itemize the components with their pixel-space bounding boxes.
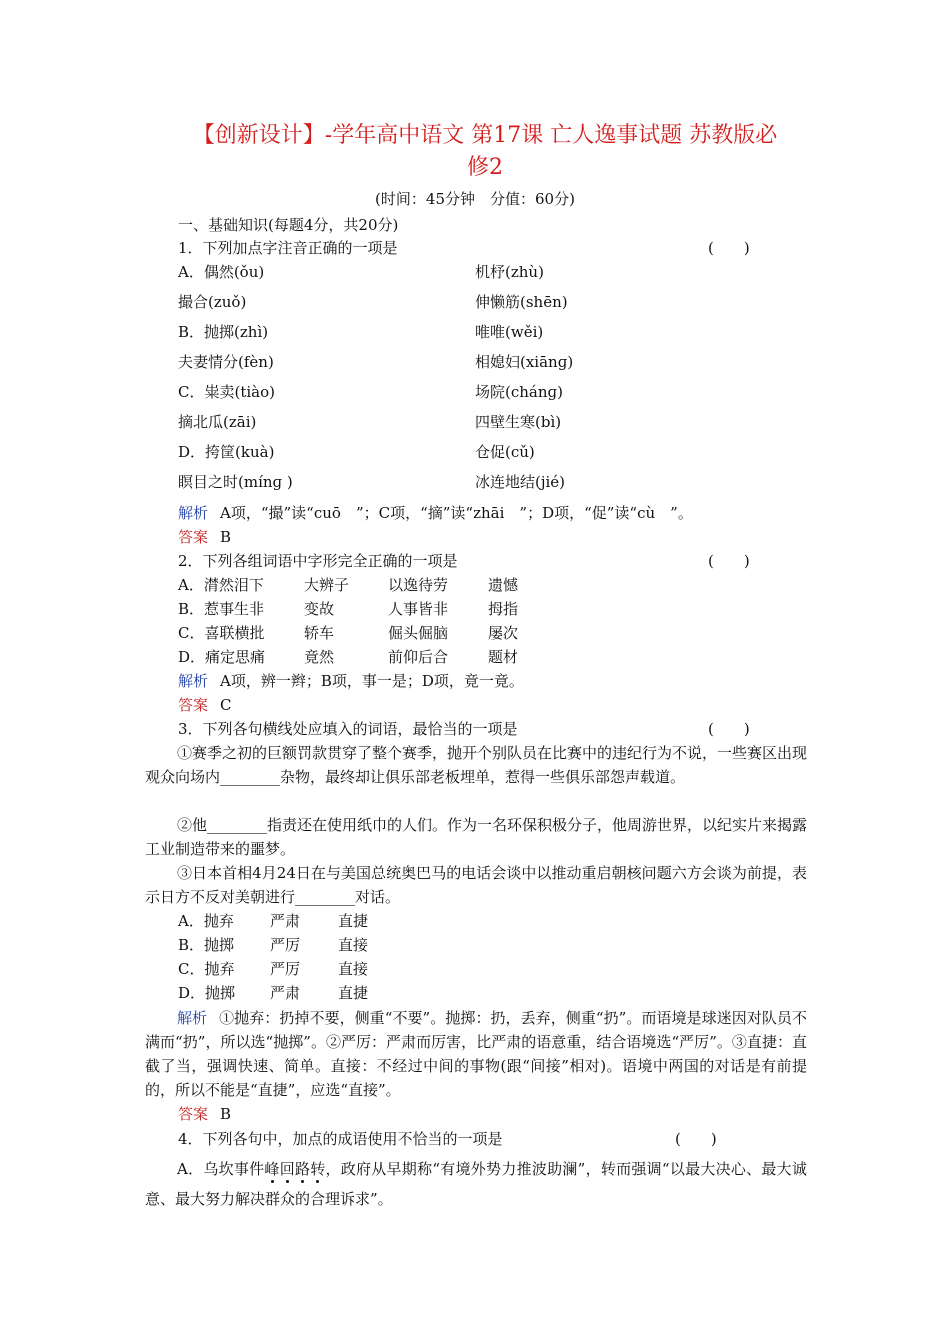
q2-word: D．痛定思痛: [178, 648, 266, 666]
q1-option-cell: D．挎筐(kuà): [178, 443, 275, 461]
q2-word: 屡次: [488, 624, 519, 642]
q3-word: 直接: [338, 960, 369, 978]
q1-analysis: [178, 502, 693, 524]
q2-word: B．惹事生非: [178, 600, 265, 618]
answer-value: B: [220, 1105, 232, 1123]
q2-word: 遗憾: [488, 576, 519, 594]
q2-option-row: [178, 598, 518, 620]
q1-option-cell: B．抛掷(zhì): [178, 323, 269, 341]
q2-word: 倔头倔脑: [388, 624, 449, 642]
q3-option-row: [178, 910, 368, 932]
q1-option-cell: 仓促(cǔ): [475, 443, 535, 461]
q3-answer: [178, 1103, 231, 1125]
q3-option-row: [178, 958, 368, 980]
q2-word: 变故: [304, 600, 335, 618]
q3-analysis: [145, 1006, 807, 1102]
q1-option-cell: 伸懒筋(shēn): [475, 293, 568, 311]
q1-option-cell: 摘北瓜(zāi): [178, 413, 257, 431]
q3-sentence-2: ②他________指责还在使用纸巾的人们。作为一名环保积极分子，他周游世界，以纪实片来揭露工业制造带来的噩梦。: [145, 816, 808, 858]
analysis-text: ①抛弃：扔掉不要，侧重“不要”。抛掷：扔，丢弃，侧重“扔”。而语境是球迷因对队员不满而“扔”，所以选“抛掷”。②严厉：严肃而厉害，比严肃的语意重，结合语境选“严厉”。③直捷：直截了当，强调快速、简单。直接：不经过中间的事物(跟“间接”相对)。语境中两国的对话是有前提的，所以不能是“直捷”，应选“直接”。: [145, 1009, 807, 1099]
question-4-stem: 4．下列各句中，加点的成语使用不恰当的一项是: [178, 1130, 503, 1148]
q2-analysis: [178, 670, 524, 692]
answer-value: B: [220, 528, 232, 546]
answer-blank: ( ): [708, 720, 750, 738]
q2-word: A．潸然泪下: [178, 576, 264, 594]
q4-option-a: [145, 1154, 807, 1214]
q2-word: 竟然: [304, 648, 335, 666]
section-heading: 一、基础知识(每题4分，共20分): [178, 216, 399, 234]
dotted-char: 峰: [264, 1160, 280, 1178]
q3-option-row: [178, 982, 368, 1004]
answer-blank: ( ): [708, 552, 750, 570]
q3-word: D．抛掷: [178, 984, 236, 1002]
answer-value: C: [220, 696, 232, 714]
q1-option-cell: 场院(chánɡ): [475, 383, 563, 401]
q2-word: 拇指: [488, 600, 519, 618]
analysis-text: A项，“撮”读“cuō ”；C项，“摘”读“zhāi ”；D项，“促”读“cù ”。: [220, 504, 693, 522]
q1-option-cell: 四壁生寒(bì): [475, 413, 562, 431]
exam-meta: (时间：45分钟 分值：60分): [375, 190, 575, 208]
q3-word: A．抛弃: [178, 912, 234, 930]
page-title-continued: 修2: [467, 155, 503, 180]
q3-word: 严肃: [270, 912, 301, 930]
answer-label: 答案: [178, 528, 209, 546]
q1-option-cell: 瞑目之时(mínɡ ): [178, 473, 293, 491]
dotted-idiom: [264, 1160, 325, 1178]
question-2-stem: 2．下列各组词语中字形完全正确的一项是: [178, 552, 458, 570]
q1-option-cell: 夫妻情分(fèn): [178, 353, 274, 371]
q3-word: 直捷: [338, 984, 369, 1002]
answer-blank: ( ): [675, 1130, 717, 1148]
q3-word: 严肃: [270, 984, 301, 1002]
q3-word: 严厉: [270, 936, 301, 954]
q3-word: C．抛弃: [178, 960, 235, 978]
dotted-char: 回: [279, 1160, 295, 1178]
question-1-stem: 1．下列加点字注音正确的一项是: [178, 239, 398, 257]
q2-word: 前仰后合: [388, 648, 449, 666]
answer-label: 答案: [178, 1105, 209, 1123]
q3-option-row: [178, 934, 368, 956]
answer-label: 答案: [178, 696, 209, 714]
option-a-prefix: A．乌坎事件: [177, 1160, 265, 1178]
q2-word: 轿车: [304, 624, 335, 642]
q2-word: 题材: [488, 648, 519, 666]
q1-option-cell: 撮合(zuǒ): [178, 293, 247, 311]
q3-sentence-1: ①赛季之初的巨额罚款贯穿了整个赛季，抛开个别队员在比赛中的违纪行为不说，一些赛区出现观众向场内________杂物，最终却让俱乐部老板埋单，惹得一些俱乐部怨声载道。: [145, 744, 808, 786]
q2-word: 人事皆非: [388, 600, 449, 618]
q2-word: 以逸待劳: [388, 576, 449, 594]
option-a-suffix: ，政府从早期称“有境外势力推波助澜”，转而强调“以最大决心、最大诚意、最大努力解决群众的合理诉求”。: [145, 1160, 807, 1208]
q2-option-row: [178, 574, 518, 596]
q1-option-cell: 冰连地结(jié): [475, 473, 566, 491]
q1-option-cell: C．粜卖(tiào): [178, 383, 275, 401]
answer-blank: ( ): [708, 239, 750, 257]
analysis-text: A项，辨一辫；B项，事一是；D项，竟一竟。: [220, 672, 524, 690]
q2-word: C．喜联横批: [178, 624, 265, 642]
q1-option-cell: 相媳妇(xiānɡ): [475, 353, 574, 371]
q1-answer: [178, 526, 231, 548]
q2-option-row: [178, 622, 518, 644]
q1-option-cell: A．偶然(ǒu): [178, 263, 265, 281]
q3-sentence-3: ③日本首相4月24日在与美国总统奥巴马的电话会谈中以推动重启朝核问题六方会谈为前提，表示日方不反对美朝进行________对话。: [145, 864, 807, 906]
q2-option-row: [178, 646, 518, 668]
q1-option-cell: 唯唯(wěi): [475, 323, 544, 341]
dotted-char: 转: [310, 1160, 326, 1178]
dotted-char: 路: [294, 1160, 311, 1178]
q3-word: B．抛掷: [178, 936, 235, 954]
q1-option-cell: 机杼(zhù): [475, 263, 544, 281]
analysis-label: 解析: [178, 672, 209, 690]
q2-word: 大辨子: [304, 576, 350, 594]
q3-word: 直捷: [338, 912, 369, 930]
q3-word: 直接: [338, 936, 369, 954]
analysis-label: 解析: [178, 504, 209, 522]
page-title: 【创新设计】-学年高中语文 第17课 亡人逸事试题 苏教版必: [192, 123, 778, 148]
q3-word: 严厉: [270, 960, 301, 978]
analysis-label: 解析: [177, 1009, 208, 1027]
question-3-stem: 3．下列各句横线处应填入的词语，最恰当的一项是: [178, 720, 518, 738]
q2-answer: [178, 694, 232, 716]
